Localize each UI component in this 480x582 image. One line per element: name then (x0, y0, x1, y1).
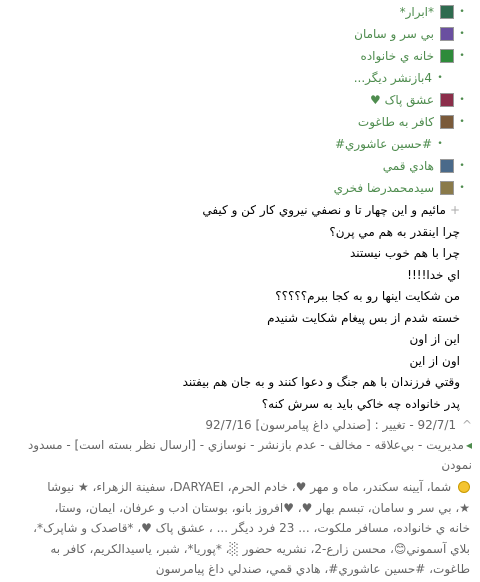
bullet-icon: • (437, 73, 443, 83)
post-line-text: چرا با هم خوب نيستند (349, 246, 460, 260)
post-line (0, 372, 460, 394)
caret-up-icon: ^ (461, 418, 472, 432)
reshare-item[interactable] (0, 2, 466, 22)
reshare-item[interactable] (0, 178, 466, 198)
post-body (0, 200, 480, 415)
post-line (0, 286, 460, 308)
reshare-name[interactable]: 4بازنشر ديگر... (353, 71, 432, 85)
post-line (0, 394, 460, 416)
post-line-text: خسته شدم از بس پيغام شكايت شنيدم (267, 310, 460, 325)
reshare-name[interactable]: كافر به طاغوت (357, 115, 434, 129)
reshare-item[interactable] (0, 68, 466, 88)
post-line (0, 351, 460, 373)
categories-row: ◂مديريت - بي‌علاقه - مخالف - عدم بازنشر - نوسازي - [ارسال نظر بسته است] - مسدود نمودن (27, 438, 472, 472)
reshare-name[interactable]: *ابرار* (399, 5, 434, 19)
changed-label: - تغيير : (374, 418, 414, 432)
bullet-icon: • (459, 117, 465, 127)
post-line-text: پدر خانواده چه خاكي بايد به سرش كنه؟ (261, 396, 460, 411)
category-arrow-icon: ◂ (465, 438, 472, 452)
bullet-icon: • (459, 51, 465, 61)
post-line (0, 243, 460, 265)
bullet-icon: • (437, 139, 443, 149)
reshare-name[interactable]: عشق پاک ♥ (370, 93, 434, 107)
post-line (0, 200, 460, 222)
avatar-khane-icon[interactable] (440, 49, 454, 63)
post-line-text: اون از اين (409, 353, 460, 368)
smile-icon (458, 481, 470, 493)
post-meta (0, 415, 480, 435)
bullet-icon: • (459, 161, 465, 171)
post-line-text: چرا اينقدر به هم مي پرن؟ (329, 224, 460, 239)
post-line-text: اي خدا!!!! (407, 267, 460, 282)
avatar-eshgh-icon[interactable] (440, 93, 454, 107)
avatar-hadi-icon[interactable] (440, 159, 454, 173)
post-line (0, 265, 460, 287)
post-line-text: اين از اون (409, 332, 460, 346)
post-line (0, 222, 460, 244)
reshare-item[interactable] (0, 46, 466, 66)
post-line-text: مائيم و اين چهار تا و نصفي نيروي كار كن و كيفي (202, 203, 446, 217)
likes-text[interactable]: شما، آيينه سكندر، ماه و مهر ♥، خادم الحرم، DARYAEI، سفينة الزهراء، ★ نيوشا ★، بي سر و سامان، تبسم بهار ♥، ♥افروز بانو، بوستان ادب و عرفان، ايمان، وستا، خانه ي خانواده، مسافر ملكوت، ... 23 فرد ديگر ... ، عشق پاک ♥، *قاصدک و شاپرک*، بلاي آسموني😊، محسن زارع-2، نشريه حضور ░، *پوريا*، شبر، ياسيدالكريم، كافر به طاغوت، #حسين عاشوري#، هادي قمي، صندلي داغ پيامرسون (33, 480, 470, 576)
category-link[interactable]: نوسازي (207, 438, 247, 452)
reshare-name[interactable]: خانه ي خانواده (360, 49, 434, 63)
reshare-name[interactable]: سيدمحمدرضا فخري (333, 181, 434, 195)
plus-icon: + (449, 203, 460, 217)
reshare-name[interactable]: هادي قمي (382, 159, 434, 173)
bullet-icon: • (459, 29, 465, 39)
category-link[interactable]: مخالف (328, 438, 363, 452)
reshare-item[interactable] (0, 134, 466, 154)
avatar-bisarosaman-icon[interactable] (440, 27, 454, 41)
reshare-list (0, 2, 480, 198)
post-line (0, 308, 460, 330)
reshare-item[interactable] (0, 112, 466, 132)
block-link[interactable]: مسدود نمودن (27, 438, 472, 472)
reshare-item[interactable] (0, 24, 466, 44)
category-link[interactable]: عدم بازنشر (258, 438, 317, 452)
post-date-link[interactable]: 92/7/1 (417, 418, 457, 432)
reshare-name[interactable]: بي سر و سامان (354, 27, 434, 41)
avatar-abrar-icon[interactable] (440, 5, 454, 19)
editor-link[interactable]: [صندلي داغ پيامرسون] (255, 418, 371, 432)
reshare-name[interactable]: #حسين عاشوري# (334, 137, 432, 151)
bullet-icon: • (459, 183, 465, 193)
reshare-item[interactable] (0, 90, 466, 110)
reshare-item[interactable] (0, 156, 466, 176)
avatar-kafar-icon[interactable] (440, 115, 454, 129)
category-link[interactable]: بي‌علاقه (374, 438, 415, 452)
post-line-text: من شكايت اينها رو به كجا ببرم؟؟؟؟؟ (275, 289, 460, 303)
post-line-text: وقتي فرزندان با هم جنگ و دعوا كنند و به جان هم بيفتند (182, 375, 460, 389)
category-link[interactable]: مديريت (426, 438, 464, 452)
edit-date: 92/7/16 (205, 418, 252, 432)
bullet-icon: • (459, 7, 465, 17)
bullet-icon: • (459, 95, 465, 105)
comment-status: [ارسال نظر بسته است] (74, 438, 196, 452)
avatar-fakhri-icon[interactable] (440, 181, 454, 195)
post-line (0, 329, 460, 351)
likes-row (0, 475, 480, 580)
